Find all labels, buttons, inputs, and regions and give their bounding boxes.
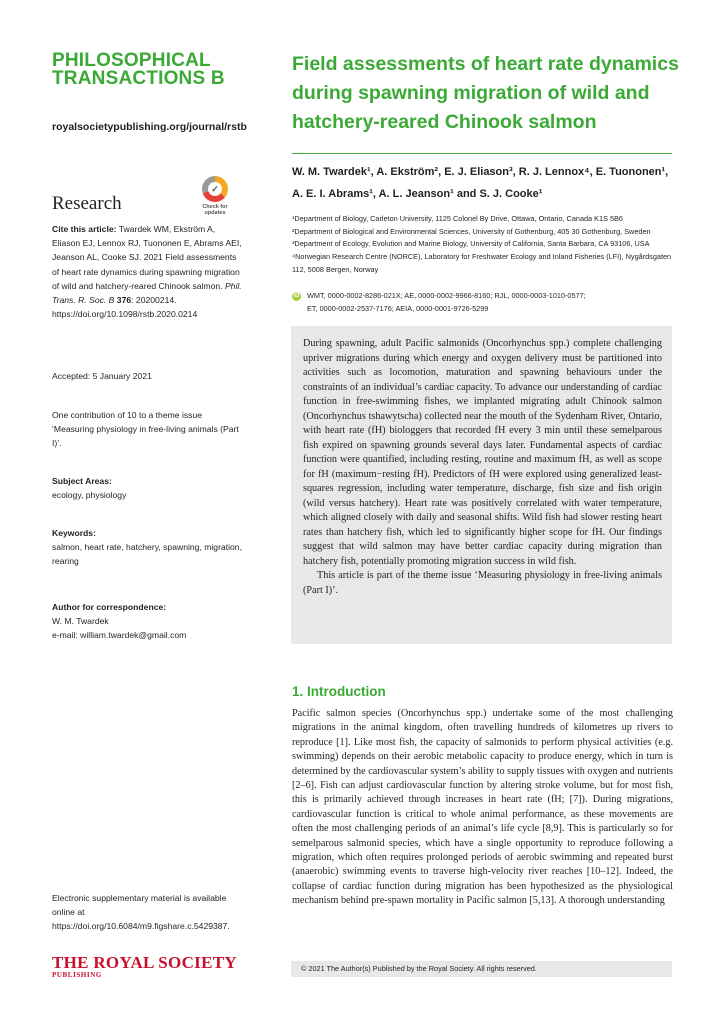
abstract-theme-note: This article is part of the theme issue ‘Measuring physiology in free-living animals (Part I)’. (303, 570, 662, 596)
publisher-logo-sub: PUBLISHING (52, 971, 102, 979)
subject-areas (52, 474, 242, 502)
cite-text: Twardek WM, Ekström A, Eliason EJ, Lennox RJ, Tuononen E, Abrams AEI, Jeanson AL, Cooke SJ. 2021 Field assessments of heart rate dynamics during spawning migration of wild and hatchery-reared Chinook salmon. (52, 224, 242, 291)
publisher-logo: THE ROYAL SOCIETY (52, 953, 237, 972)
correspondence-name: W. M. Twardek (52, 616, 109, 627)
orcid-line1[interactable]: WMT, 0000-0002-8286-021X; AE, 0000-0002-9966-8160; RJL, 0000-0003-1010-0577; (307, 291, 586, 300)
journal-url[interactable]: royalsocietypublishing.org/journal/rstb (52, 121, 247, 133)
title-divider (292, 153, 672, 154)
cite-article-number: : 20200214. (131, 295, 177, 306)
copyright-bar: © 2021 The Author(s) Published by the Royal Society. All rights reserved. (291, 961, 672, 977)
check-updates-icon: ✓ (202, 176, 228, 202)
affiliation-item: ³Department of Ecology, Evolution and Marine Biology, University of California, Santa Barbara, CA 93106, USA (292, 239, 650, 249)
author-list (292, 161, 682, 205)
affiliation-item: ²Department of Biological and Environmental Sciences, University of Gothenburg, 405 30 Gothenburg, Sweden (292, 226, 651, 236)
authors-line2: A. E. I. Abrams¹, A. L. Jeanson¹ and S. J. Cooke¹ (292, 188, 543, 200)
paper-title: Field assessments of heart rate dynamics during spawning migration of wild and hatchery-reared Chinook salmon (292, 53, 679, 133)
correspondence-label: Author for correspondence: (52, 602, 167, 612)
abstract-box (291, 326, 672, 644)
section-heading-introduction: 1. Introduction (292, 684, 386, 699)
subject-areas-value: ecology, physiology (52, 490, 127, 501)
check-updates-line1: Check for (202, 204, 228, 210)
orcid-block (292, 290, 682, 315)
section-label: Research (52, 193, 122, 214)
check-for-updates-badge[interactable] (199, 176, 231, 218)
cite-label: Cite this article: (52, 224, 117, 234)
affiliation-item: ⁴Norwegian Research Centre (NORCE), Laboratory for Freshwater Ecology and Inland Fisheries (LFI), Nygårdsgaten 112, 5008 Bergen, Norway (292, 252, 672, 274)
journal-title-line1: PHILOSOPHICAL (52, 50, 211, 71)
abstract-text: During spawning, adult Pacific salmonids (Oncorhynchus spp.) complete challenging upriver migrations during which energy and oxygen delivery must be partitioned into activities such as locomotion, maturation and spawning behaviours under the constraints of an individual’s cardiac capacity. To advance our understanding of cardiac function in free-swimming fishes, we implanted migrating adult Chinook salmon (Oncorhynchus tshawytscha) collected near the mouth of the Sydenham River, Ontario, with heart rate (fH) biologgers that recorded fH every 3 min until these semelparous fish expired on spawning grounds several days later. Fundamental aspects of cardiac function were quantified, including resting, routine and maximum fH, as well as scope for fH (maximum−resting fH). Predictors of fH were explored using generalized least-squares regression, including water temperature, discharge, fish size and fish origin (wild versus hatchery). Heart rate was positively correlated with water temperature, which aligned closely with daily and seasonal shifts. Wild fish had slower resting heart rates than hatchery fish, which led to significantly higher scope for fH. Our findings suggest that wild salmon may have better cardiac capacity during migration than hatchery fish, potentially promoting migration success in wild fish. (303, 338, 662, 567)
authors-line1: W. M. Twardek¹, A. Ekström², E. J. Eliason³, R. J. Lennox⁴, E. Tuononen¹, (292, 166, 669, 178)
accepted-date: Accepted: 5 January 2021 (52, 371, 152, 381)
cite-doi[interactable]: https://doi.org/10.1098/rstb.2020.0214 (52, 309, 198, 320)
correspondence (52, 600, 242, 643)
theme-issue-note: One contribution of 10 to a theme issue ‘Measuring physiology in free-living animals (Part I)’. (52, 410, 239, 449)
citation-block (52, 222, 242, 321)
keywords (52, 526, 242, 569)
journal-title-line2: TRANSACTIONS B (52, 68, 225, 89)
affiliation-item: ¹Department of Biology, Carleton University, 1125 Colonel By Drive, Ottawa, Ontario, Canada K1S 5B6 (292, 214, 623, 223)
cite-volume: 376 (116, 295, 132, 306)
introduction-text: Pacific salmon species (Oncorhynchus spp.) undertake some of the most challenging migrations in the animal kingdom, often travelling hundreds of kilometres up rivers to reproduce [1]. Like most fish, the capacity of salmonids to perform physical activities (e.g. swimming) depends on their aerobic metabolic capacity to produce energy, which in turn is determined by the cardiovascular system’s ability to supply tissues with oxygen and nutrients [2–6]. Fish can adjust cardiovascular function by altering stroke volume, but for most fish, this is primarily achieved through increases in heart rate (fH; [7]). During migrations, cardiovascular function is critical to whole animal performance, as these movements are often the most challenging periods of an animal’s life cycle [8,9]. This is particularly so for semelparous salmonid species, which have a single opportunity to reproduce following a migration, which often requires prolonged periods of aerobic swimming and repeated burst (anaerobic) swimming events to traverse high-velocity river reaches [10–12]. Indeed, the collapse of cardiac function during migration has been hypothesized as the physiological mechanism behind pre-spawn mortality in Pacific salmon [5,13]. A thorough understanding (292, 708, 673, 907)
affiliations (292, 213, 682, 277)
orcid-line2[interactable]: ET, 0000-0002-2537-7176; AEIA, 0000-0001-9726-5299 (307, 303, 489, 313)
orcid-icon: iD (293, 292, 300, 299)
correspondence-email[interactable]: e-mail: william.twardek@gmail.com (52, 630, 187, 641)
cite-journal: Phil. Trans. R. Soc. B (52, 280, 242, 306)
keywords-value: salmon, heart rate, hatchery, spawning, migration, rearing (52, 542, 242, 567)
check-updates-line2: updates (204, 210, 226, 216)
subject-areas-label: Subject Areas: (52, 476, 112, 486)
journal-title (52, 52, 252, 88)
supplementary-note: Electronic supplementary material is available online at https://doi.org/10.6084/m9.figshare.c.5429387. (52, 893, 230, 932)
keywords-label: Keywords: (52, 528, 96, 538)
